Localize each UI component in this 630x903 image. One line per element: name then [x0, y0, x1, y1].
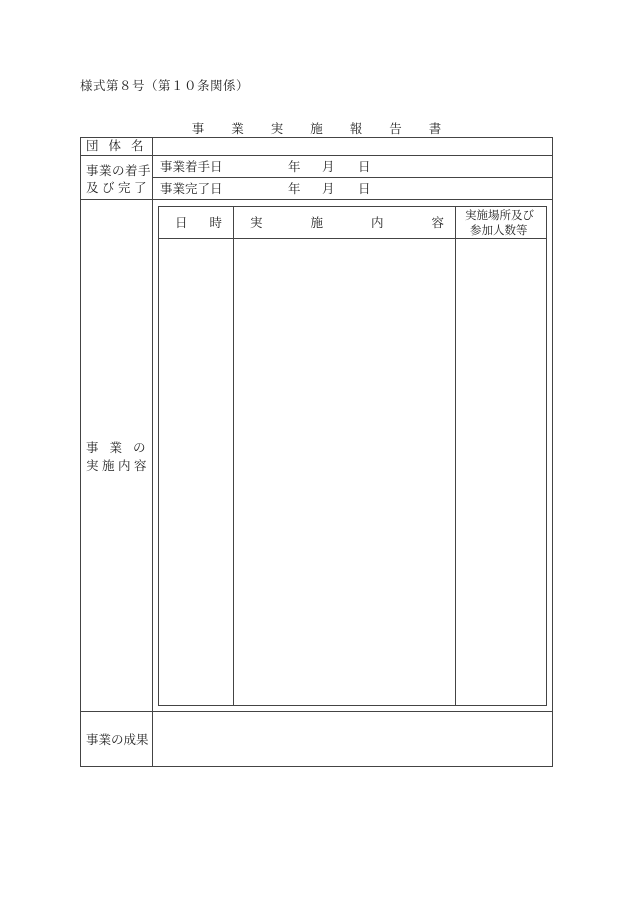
content-column-field[interactable] [234, 239, 455, 705]
start-day-unit: 日 [358, 159, 371, 174]
form-number-label: 様式第８号（第１０条関係） [80, 78, 250, 93]
end-year-unit: 年 [288, 181, 301, 196]
datetime-column-field[interactable] [159, 239, 233, 705]
result-field[interactable] [153, 712, 552, 766]
col-header-content: 実施内容 [250, 215, 493, 230]
content-label-line2: 実施内容 [86, 458, 151, 473]
col-header-place-line1: 実施場所及び [465, 208, 534, 222]
end-month-unit: 月 [322, 181, 335, 196]
end-date-field[interactable] [230, 179, 550, 198]
row-divider-group [80, 155, 553, 156]
start-year-unit: 年 [288, 159, 301, 174]
period-label-line2: 及び完了 [86, 180, 151, 195]
row-divider-start-end [152, 177, 553, 178]
document-title: 事業実施報告書 [191, 121, 469, 136]
end-date-label: 事業完了日 [160, 181, 223, 196]
result-label: 事業の成果 [86, 732, 149, 747]
content-label-line1: 事業の [86, 440, 157, 455]
period-label-line1: 事業の着手 [86, 163, 152, 178]
row-divider-period [80, 199, 553, 200]
group-name-label [86, 138, 154, 153]
start-date-label: 事業着手日 [160, 159, 223, 174]
start-date-field[interactable] [230, 157, 550, 176]
start-month-unit: 月 [322, 159, 335, 174]
group-name-field[interactable] [153, 138, 552, 155]
place-column-field[interactable] [456, 239, 546, 705]
col-header-datetime: 日時 [175, 215, 245, 230]
col-header-place-line2: 参加人数等 [470, 223, 528, 237]
group-name-text: 団体名 [86, 138, 154, 153]
end-day-unit: 日 [358, 181, 371, 196]
